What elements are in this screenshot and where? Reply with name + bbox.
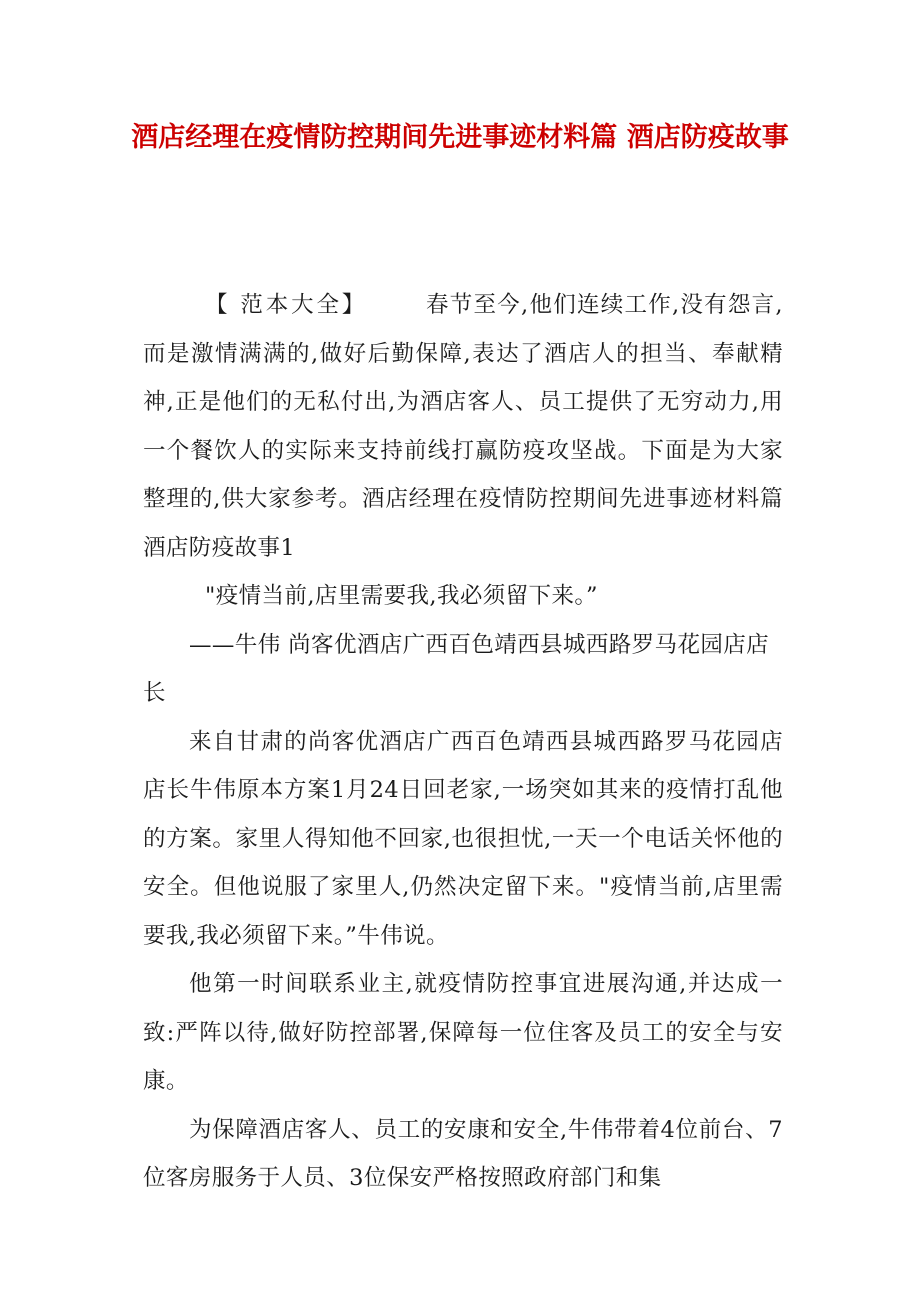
intro-text: 春节至今,他们连续工作,没有怨言,而是激情满满的,做好后勤保障,表达了酒店人的担当、奉献精神,正是他们的无私付出,为酒店客人、员工提供了无穷动力,用一个餐饮人的实际来支持前线打赢防疫攻坚战。下面是为大家整理的,供大家参考。酒店经理在疫情防控期间先进事迹材料篇 酒店防疫故事1	[143, 292, 783, 561]
body-paragraph-3: 为保障酒店客人、员工的安康和安全,牛伟带着4位前台、7位客房服务于人员、3位保安严格按照政府部门和集	[143, 1116, 783, 1191]
body-paragraph-1: 来自甘肃的尚客优酒店广西百色靖西县城西路罗马花园店店长牛伟原本方案1月24日回老家,一场突如其来的疫情打乱他的方案。家里人得知他不回家,也很担忧,一天一个电话关怀他的安全。但他说服了家里人,仍然决定留下来。"疫情当前,店里需要我,我必须留下来。”牛伟说。	[143, 728, 783, 949]
document-title: 酒店经理在疫情防控期间先进事迹材料篇 酒店防疫故事	[131, 122, 789, 153]
document-body	[143, 281, 783, 1203]
intro-paragraph	[143, 281, 783, 572]
quote-attribution: ——牛伟 尚客优酒店广西百色靖西县城西路罗马花园店店长	[143, 631, 770, 706]
body-paragraph-2: 他第一时间联系业主,就疫情防控事宜进展沟通,并达成一致:严阵以待,做好防控部署,保障每一位住客及员工的安全与安康。	[143, 971, 783, 1094]
quote-text: "疫情当前,店里需要我,我必须留下来。”	[205, 583, 598, 609]
source-tag: 【 范本大全】	[205, 292, 368, 318]
